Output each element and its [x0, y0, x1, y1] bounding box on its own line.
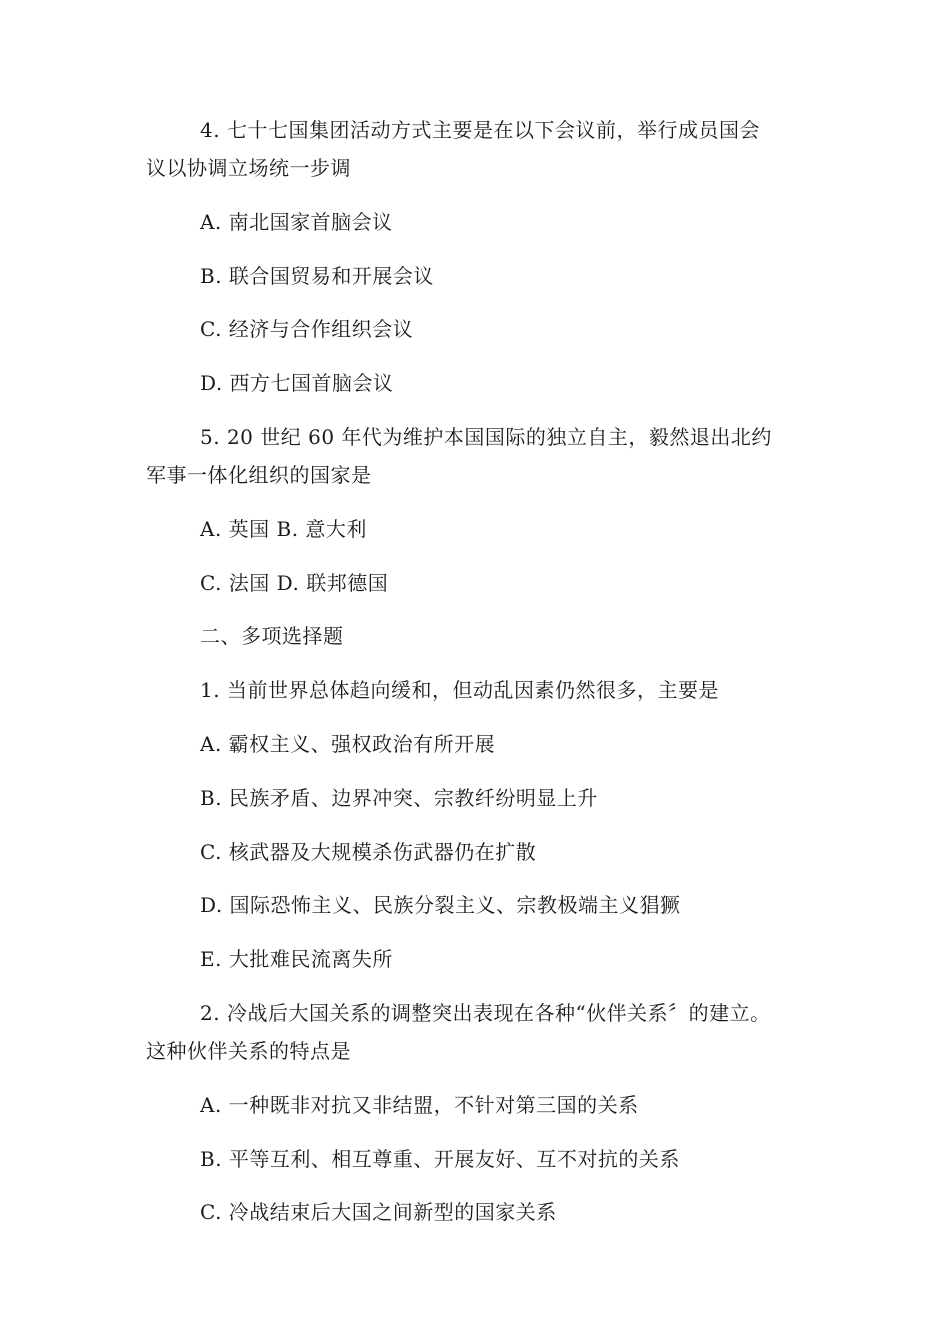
multi-question-1-option-b: B. 民族矛盾、边界冲突、宗教纤纷明显上升 — [200, 786, 598, 810]
question-5-text-cont: 军事一体化组织的国家是 — [146, 463, 372, 487]
question-4-option-c: C. 经济与合作组织会议 — [200, 317, 414, 341]
multi-question-2-option-b: B. 平等互利、相互尊重、开展友好、互不对抗的关系 — [200, 1147, 680, 1171]
multi-question-1-option-c: C. 核武器及大规模杀伤武器仍在扩散 — [200, 840, 537, 864]
multi-question-1-option-e: E. 大批难民流离失所 — [200, 947, 393, 971]
multi-question-2-text-cont: 这种伙伴关系的特点是 — [146, 1039, 351, 1063]
question-5-options-cd: C. 法国 D. 联邦德国 — [200, 571, 389, 595]
question-4-option-a: A. 南北国家首脑会议 — [200, 210, 393, 234]
multi-question-1-option-d: D. 国际恐怖主义、民族分裂主义、宗教极端主义猖獗 — [200, 893, 681, 917]
multi-question-2-option-c: C. 冷战结束后大国之间新型的国家关系 — [200, 1200, 557, 1224]
multi-question-1-text: 1. 当前世界总体趋向缓和，但动乱因素仍然很多，主要是 — [200, 678, 719, 702]
question-4-option-d: D. 西方七国首脑会议 — [200, 371, 394, 395]
question-4-text-cont: 议以协调立场统一步调 — [146, 156, 351, 180]
multi-question-1-option-a: A. 霸权主义、强权政治有所开展 — [200, 732, 496, 756]
question-4-option-b: B. 联合国贸易和开展会议 — [200, 264, 434, 288]
question-5-options-ab: A. 英国 B. 意大利 — [200, 517, 367, 541]
multi-question-2-text: 2. 冷战后大国关系的调整突出表现在各种“伙伴关系〞的建立。 — [200, 1001, 771, 1025]
section-heading: 二、多项选择题 — [200, 624, 344, 648]
question-4-text: 4. 七十七国集团活动方式主要是在以下会议前，举行成员国会 — [200, 118, 760, 142]
question-5-text: 5. 20 世纪 60 年代为维护本国国际的独立自主，毅然退出北约 — [200, 425, 772, 449]
multi-question-2-option-a: A. 一种既非对抗又非结盟，不针对第三国的关系 — [200, 1093, 639, 1117]
